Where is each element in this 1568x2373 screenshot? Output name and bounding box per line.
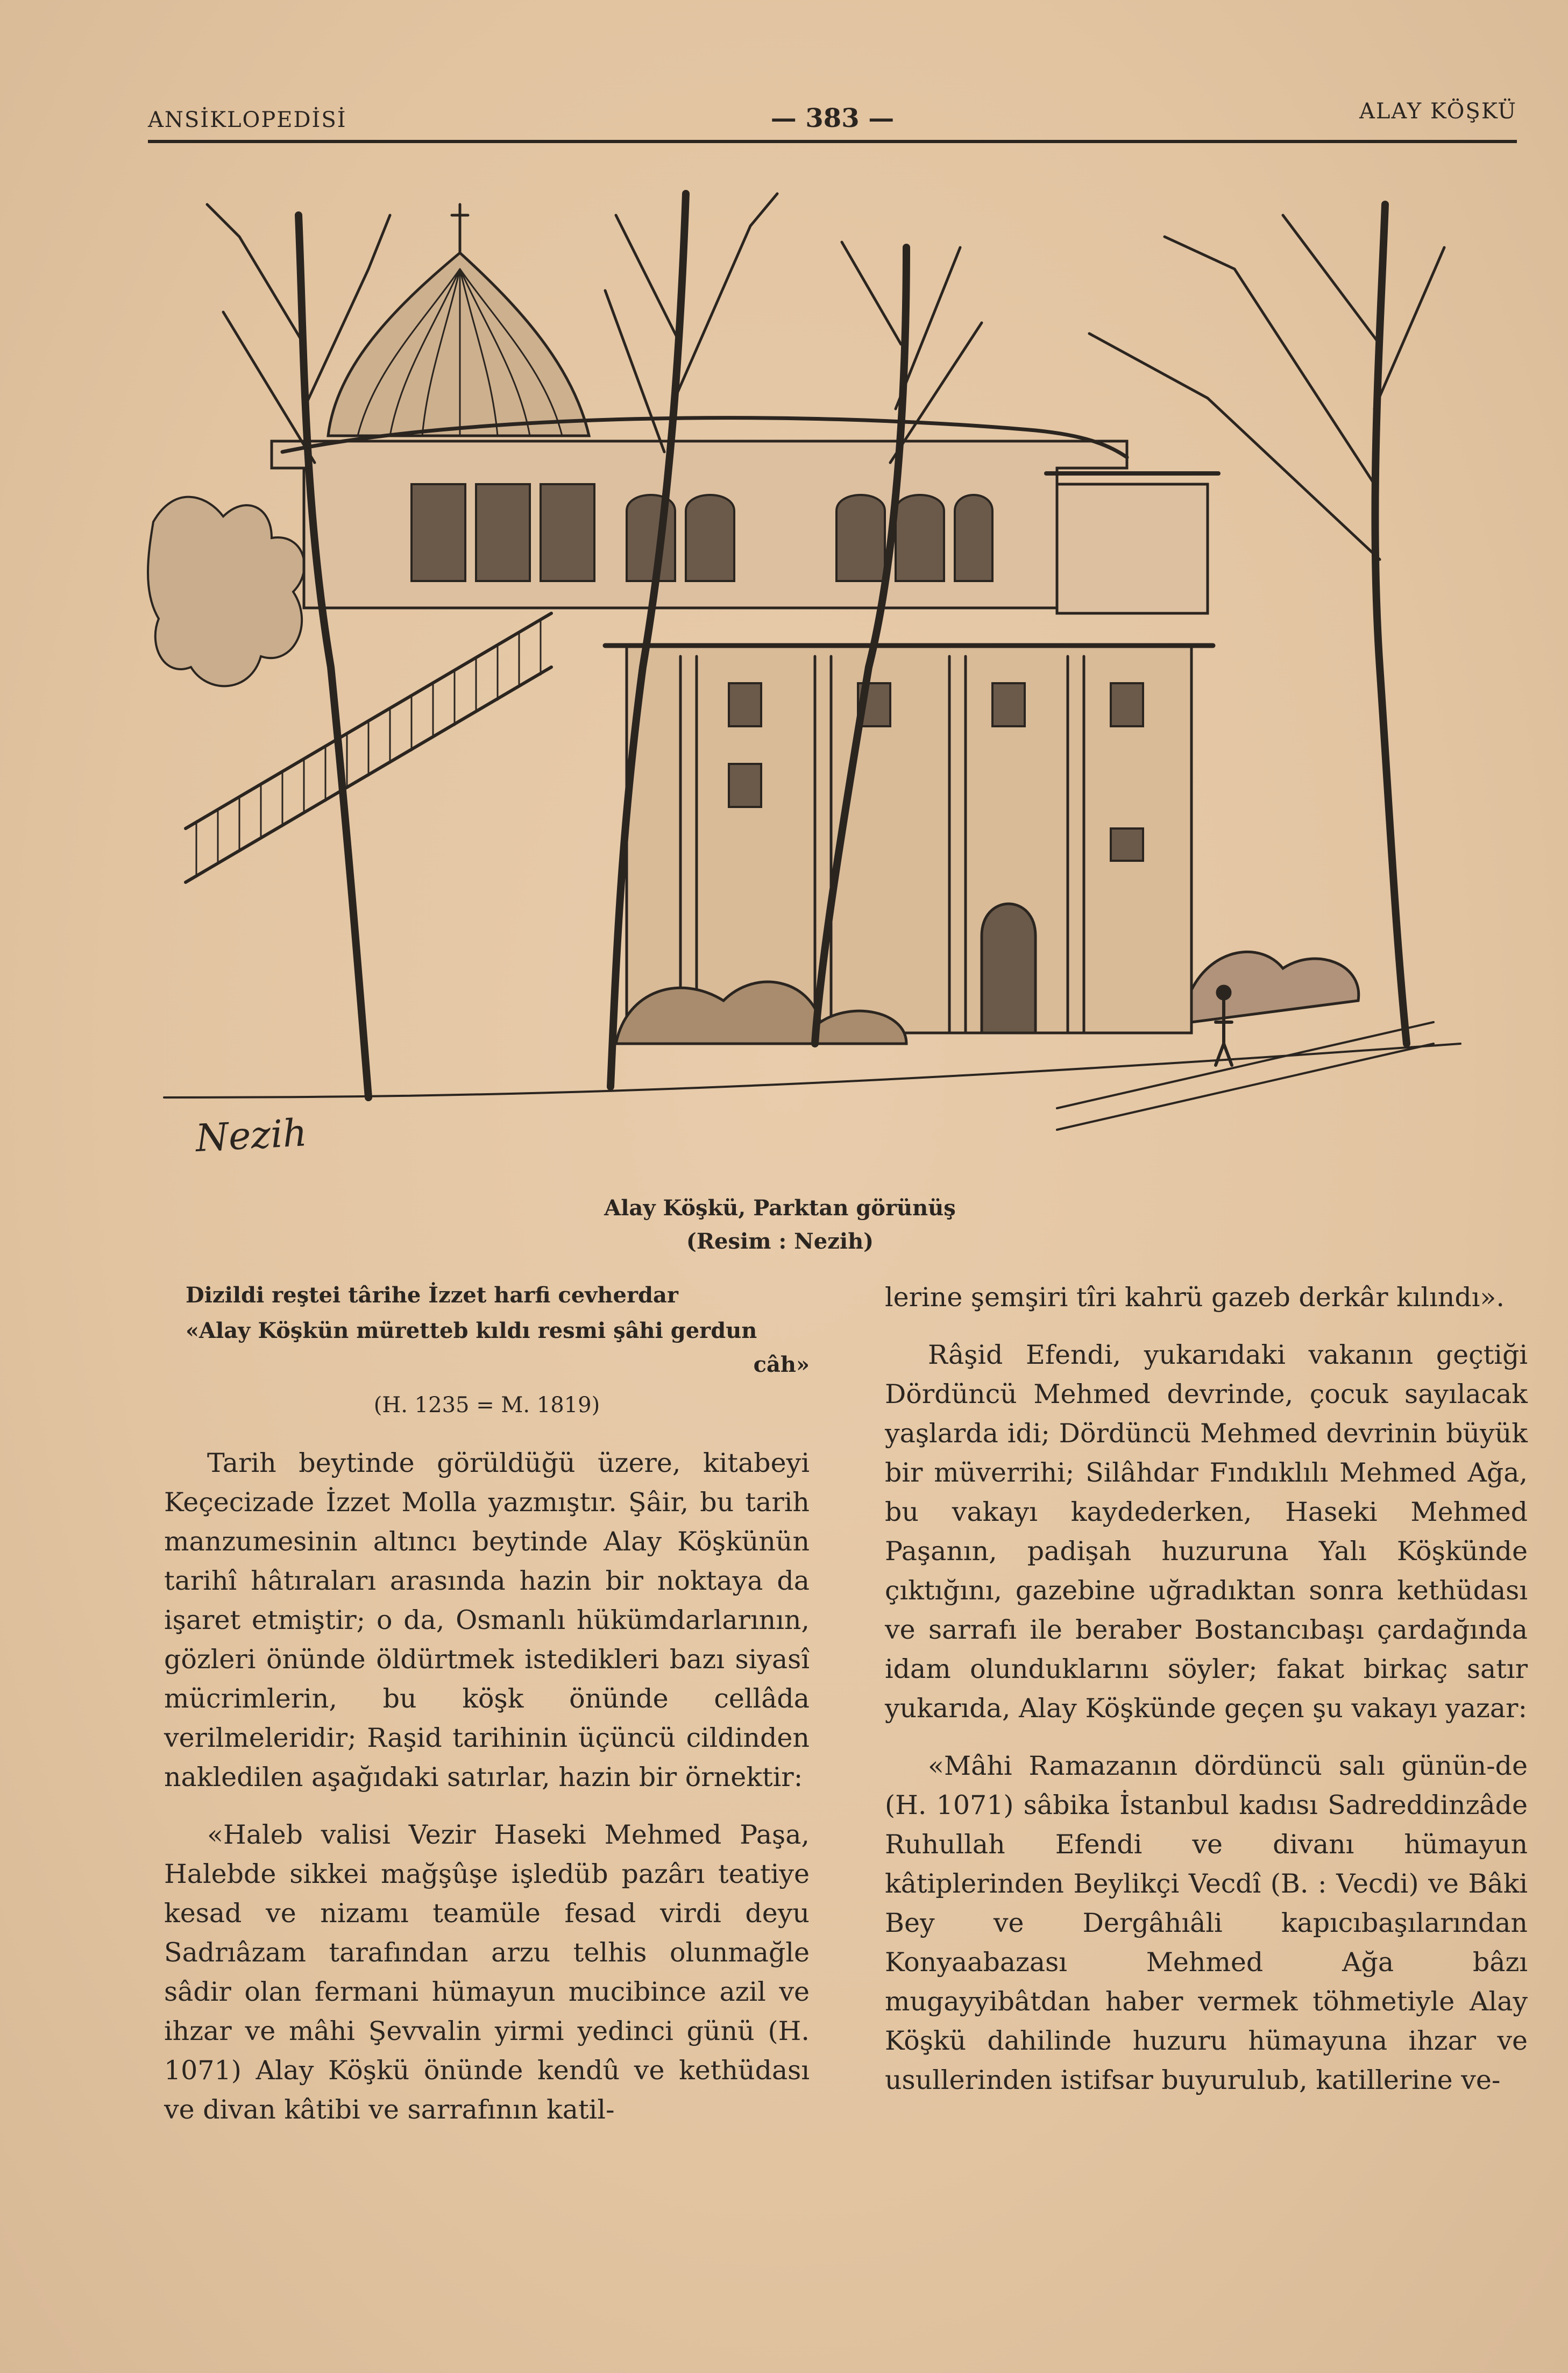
verse-line-end: câh» — [753, 1352, 810, 1377]
pavilion-drawing — [143, 183, 1477, 1184]
caption-title: Alay Köşkü, Parktan görünüş — [604, 1195, 956, 1221]
foliage-left — [148, 497, 304, 686]
paragraph: Tarih beytinde görüldüğü üzere, kitabeyi Keçecizade İzzet Molla yazmıştır. Şâir, bu tarih manzumesinin altıncı beytinde Alay Köşkünün tarihî hâtıraları arasında hazin bir noktaya da işaret etmiştir; o da, Osmanlı hükümdarlarının, gözleri önünde öldürtmek istedikleri bazı siyasî mücrimlerin, bu köşk önünde cellâda verilmeleridir; Raşid tarihinin üçüncü cildinden nakledilen aşağıdaki satırlar, hazin bir örnektir: — [164, 1448, 810, 1793]
header-left: ANSİKLOPEDİSİ — [148, 108, 347, 132]
page-number: — 383 — — [770, 103, 895, 133]
running-head — [148, 81, 1517, 143]
figure-caption — [484, 1192, 1076, 1258]
arched-door — [982, 904, 1035, 1033]
left-column — [164, 1278, 810, 2129]
alay-kosku-illustration — [143, 183, 1477, 1184]
caption-credit: (Resim : Nezih) — [686, 1229, 874, 1254]
right-wing — [1057, 484, 1208, 613]
verse-line-1: Dizildi reştei târihe İzzet harfi cevherdar — [186, 1283, 678, 1308]
paragraph-continued: lerine şemşiri tîri kahrü gazeb derkâr kılındı». — [885, 1282, 1505, 1313]
lower-storey — [627, 646, 1191, 1033]
artist-signature: Nezih — [194, 1110, 308, 1160]
verse-line-2: «Alay Köşkün müretteb kıldı resmi şâhi gerdun — [186, 1318, 757, 1343]
quote-paragraph: «Haleb valisi Vezir Haseki Mehmed Paşa, Halebde sikkei mağşûşe işledüb pazârı teatiye kesad ve nizamı teamüle fesad virdi deyu Sadrıâzam tarafından arzu telhis olunmağle sâdir olan fermani hümayun mucibince azil ve ihzar ve mâhi Şevvalin yirmi yedinci günü (H. 1071) Alay Köşkü önünde kendû ve kethüdası ve divan kâtibi ve sarrafının katil- — [164, 1819, 810, 2125]
quote-paragraph: «Mâhi Ramazanın dördüncü salı günün-de (H. 1071) sâbika İstanbul kadısı Sadreddinzâde Ruhullah Efendi ve divanı hümayun kâtiplerinden Beylikçi Vecdî (B. : Vecdi) ve Bâki Bey ve Dergâhıâli kapıcıbaşılarından Konyaabazası Mehmed Ağa bâzı mugayyibâtdan haber vermek töhmetiyle Alay Köşkü dahilinde huzuru hümayuna ihzar ve usullerinden istifsar buyurulub, katillerine ve- — [885, 1751, 1528, 2095]
ground-line — [164, 1044, 1460, 1097]
date-line: (H. 1235 = M. 1819) — [373, 1393, 600, 1418]
header-right: ALAY KÖŞKÜ — [1359, 99, 1517, 124]
paragraph: Râşid Efendi, yukarıdaki vakanın geçtiği Dördüncü Mehmed devrinde, çocuk sayılacak yaşlarda idi; Dördüncü Mehmed devrinin büyük bir müverrihi; Silâhdar Fındıklılı Mehmed Ağa, bu vakayı kaydederken, Haseki Mehmed Paşanın, padişah huzuruna Yalı Köşkünde çıktığını, gazebine uğradıktan sonra kethüdası ve sarrafı ile beraber Bostancıbaşı çardağında idam olunduklarını söyler; fakat birkaç satır yukarıda, Alay Köşkünde geçen şu vakayı yazar: — [885, 1340, 1528, 1724]
right-column — [885, 1278, 1528, 2100]
